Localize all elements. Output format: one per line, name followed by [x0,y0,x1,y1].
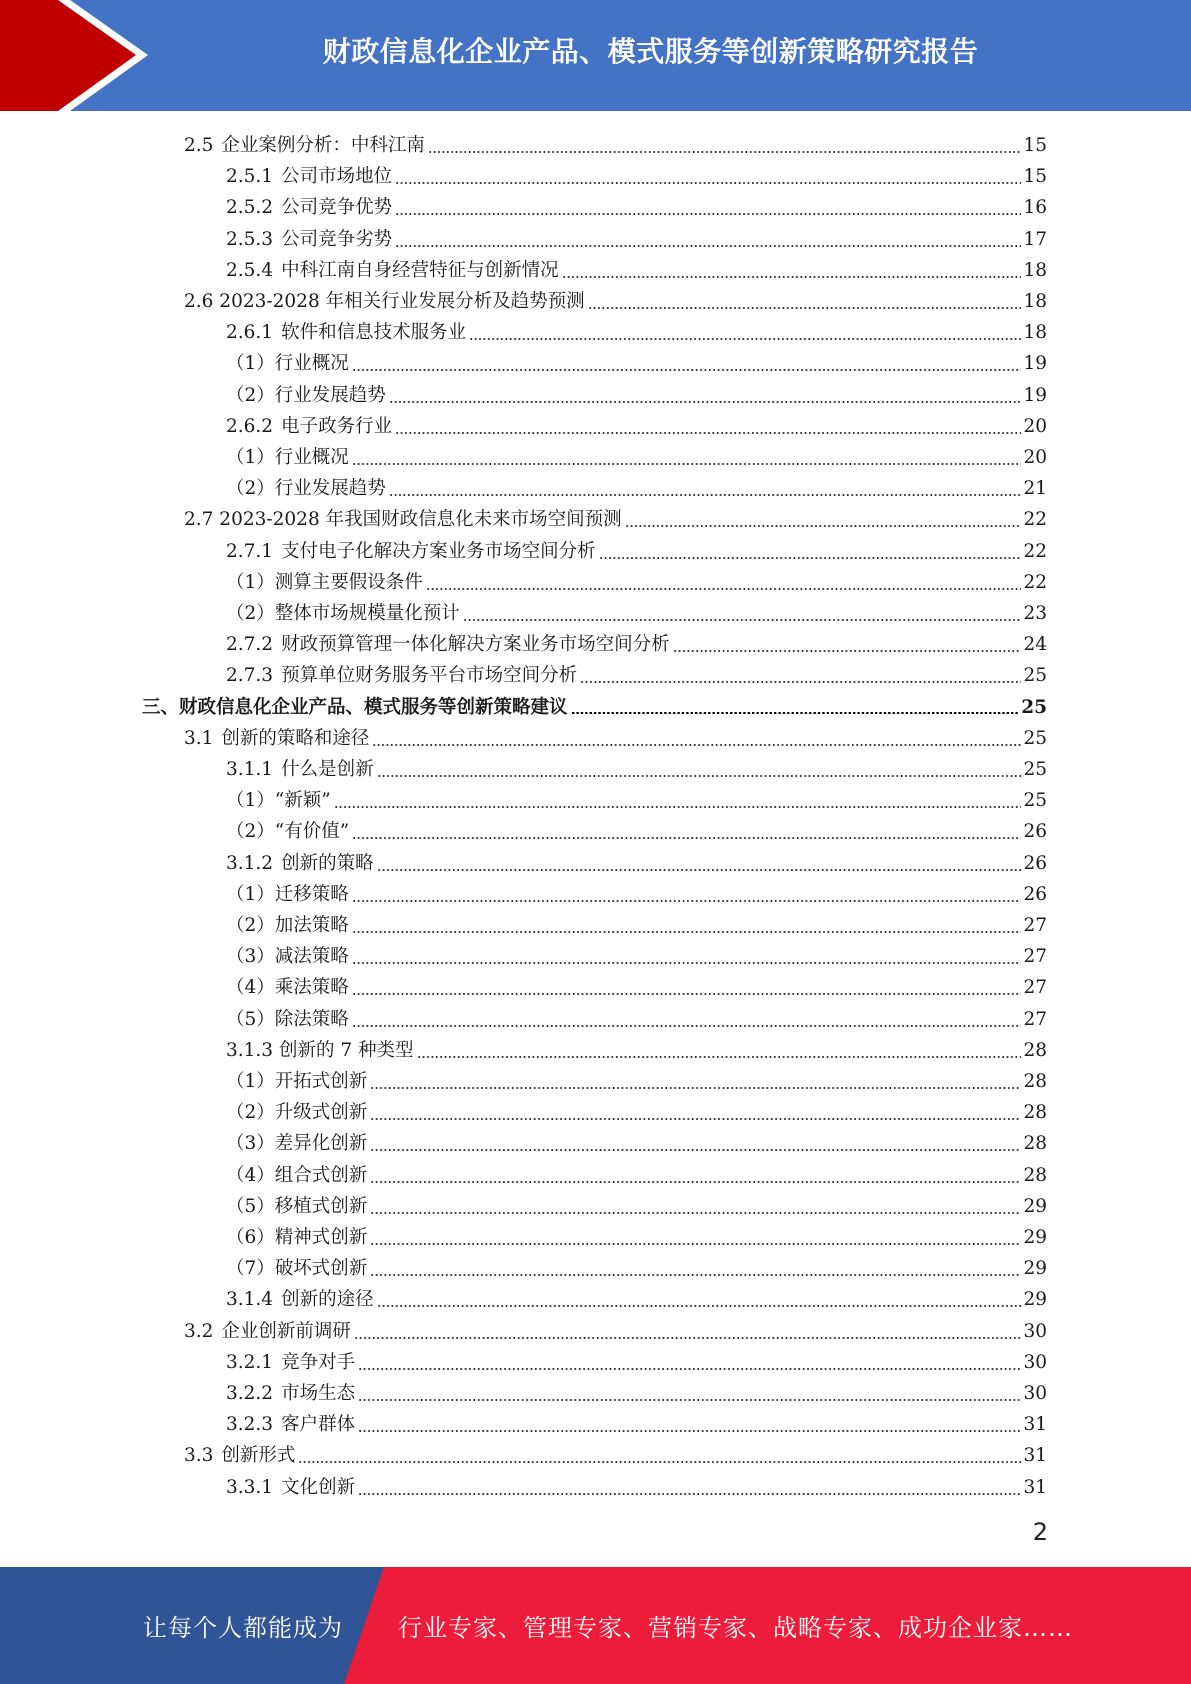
toc-entry-text: （1）行业概况 [226,353,349,375]
toc-entry-number: 3.1.1 [226,759,274,780]
toc-entry-page: 29 [1023,1258,1047,1280]
toc-entry-title [226,164,392,190]
toc-dot-leader [377,1305,1022,1307]
toc-entry-title [226,1475,355,1501]
toc-entry-number: 2.5.2 [226,197,274,219]
toc-entry-page: 28 [1023,1133,1047,1155]
toc-entry-text: （1）测算主要假设条件 [226,571,423,593]
toc-entry-page: 15 [1023,135,1047,156]
page-number: 2 [1032,1518,1048,1546]
toc-entry-text: 软件和信息技术服务业 [281,322,467,344]
toc-entry-text: （1）行业概况 [226,447,349,468]
toc-entry-text: 2.7 2023-2028 年我国财政信息化未来市场空间预测 [184,509,622,531]
toc-entry-page: 31 [1023,1445,1047,1467]
toc-entry-title [184,289,585,315]
toc-entry[interactable] [226,1282,1047,1313]
toc-dot-leader [372,744,1021,746]
toc-entry-text: 市场生态 [281,1383,356,1404]
toc-entry[interactable] [226,1345,1047,1376]
toc-entry-text: 企业创新前调研 [221,1320,351,1342]
toc-entry-title [226,476,386,502]
toc-entry-page: 27 [1023,977,1047,999]
toc-entry[interactable] [226,877,1047,908]
toc-entry[interactable] [226,627,1047,658]
toc-dot-leader [370,1087,1021,1089]
toc-entry-text: （4）组合式创新 [226,1164,368,1186]
toc-entry-title [184,1319,351,1345]
toc-entry-number: 2.7.3 [226,665,274,687]
toc-entry-page: 16 [1023,197,1047,219]
toc-entry[interactable] [226,1126,1047,1157]
toc-entry[interactable] [142,690,1047,721]
toc-entry-title [226,632,670,658]
toc-entry-page: 22 [1023,509,1047,531]
toc-dot-leader [395,182,1021,184]
toc-entry-text: 创新的途径 [281,1289,374,1311]
toc-entry-text: 竞争对手 [281,1351,356,1373]
toc-dot-leader [358,1368,1021,1370]
toc-entry[interactable] [226,534,1047,565]
toc-entry-page: 19 [1023,353,1047,375]
toc-entry[interactable] [184,721,1047,752]
toc-entry-text: （1）“新颖” [226,790,331,812]
toc-entry-title [226,851,374,877]
toc-entry-title [226,819,349,845]
toc-entry-title [226,227,392,253]
toc-dot-leader [370,1212,1021,1214]
toc-dot-leader [352,369,1022,371]
toc-entry-text: 预算单位财务服务平台市场空间分析 [281,665,578,687]
toc-entry-text: 创新形式 [221,1445,296,1467]
toc-entry-text: 3.1.3 创新的 7 种类型 [226,1039,414,1061]
toc-entry-text: （4）乘法策略 [226,977,349,999]
toc-entry-text: （2）行业发展趋势 [226,478,386,500]
toc-entry[interactable] [226,346,1047,377]
toc-entry[interactable] [184,1438,1047,1469]
toc-dot-leader [395,245,1021,247]
toc-entry-page: 28 [1023,1071,1047,1092]
toc-entry-text: （2）行业发展趋势 [226,384,386,406]
toc-entry-text: （5）除法策略 [226,1008,349,1030]
toc-entry-title [184,726,369,752]
toc-entry[interactable] [226,596,1047,627]
toc-entry-text: 创新的策略和途径 [221,727,370,749]
toc-entry-page: 17 [1023,228,1047,250]
toc-entry-text: （2）升级式创新 [226,1102,368,1124]
toc-entry-page: 15 [1023,166,1047,188]
toc-entry-number: 3.3.1 [226,1476,274,1498]
toc-entry-title [226,788,331,814]
toc-entry-text: （2）加法策略 [226,915,349,936]
toc-entry-text: 中科江南自身经营特征与创新情况 [281,259,559,281]
toc-entry-page: 20 [1023,415,1047,437]
toc-entry-title [184,1443,295,1469]
toc-entry-title [226,383,386,409]
toc-entry-page: 18 [1023,291,1047,312]
toc-entry-number: 2.5.1 [226,166,274,188]
toc-entry-page: 26 [1023,821,1047,843]
toc-entry-page: 29 [1023,1195,1047,1217]
toc-entry-page: 25 [1023,665,1047,687]
toc-entry-text: 什么是创新 [281,759,374,780]
toc-dot-leader [588,307,1022,309]
toc-entry-number: 3.2.2 [226,1383,274,1404]
toc-entry-title [226,913,349,939]
toc-entry-text: 创新的策略 [281,852,374,874]
toc-entry[interactable] [226,222,1047,253]
toc-entry[interactable] [226,1033,1047,1064]
toc-dot-leader [298,1461,1021,1463]
toc-dot-leader [417,1056,1022,1058]
toc-entry-number: 3.2.1 [226,1351,274,1373]
toc-entry-title [226,757,374,783]
toc-entry-text: （6）精神式创新 [226,1227,368,1248]
toc-entry-text: 2.6 2023-2028 年相关行业发展分析及趋势预测 [184,291,585,312]
toc-entry-number: 2.6.1 [226,322,274,344]
toc-entry-title [226,882,349,908]
toc-entry-page: 28 [1023,1164,1047,1186]
toc-dot-leader [395,213,1021,215]
footer-slogan-right: 行业专家、管理专家、营销专家、战略专家、成功企业家…… [398,1614,1073,1642]
toc-entry-text: （7）破坏式创新 [226,1258,368,1280]
toc-dot-leader [334,806,1022,808]
toc-entry[interactable] [226,970,1047,1001]
toc-entry[interactable] [226,253,1047,284]
toc-dot-leader [352,900,1022,902]
toc-entry-page: 25 [1021,696,1047,718]
toc-entry-page: 28 [1023,1102,1047,1124]
toc-entry-number: 2.7.1 [226,540,274,562]
toc-entry[interactable] [226,1376,1047,1407]
toc-dot-leader [625,525,1022,527]
toc-entry[interactable] [226,1470,1047,1501]
toc-entry-page: 27 [1023,915,1047,936]
toc-entry-text: 企业案例分析：中科江南 [221,135,425,156]
toc-dot-leader [377,869,1022,871]
toc-entry[interactable] [226,159,1047,190]
toc-entry[interactable] [226,1220,1047,1251]
toc-entry-text: 支付电子化解决方案业务市场空间分析 [281,540,596,562]
toc-entry-page: 27 [1023,1008,1047,1030]
toc-dot-leader [352,1025,1022,1027]
toc-entry-title [226,663,577,689]
toc-entry-number: 2.5.3 [226,228,274,250]
toc-entry-text: （3）差异化创新 [226,1133,368,1155]
toc-dot-leader [395,432,1021,434]
toc-dot-leader [377,775,1022,777]
toc-dot-leader [370,1149,1021,1151]
toc-entry[interactable] [226,1407,1047,1438]
toc-entry-page: 27 [1023,946,1047,968]
toc-entry-title [226,1412,355,1438]
toc-entry-number: 3.2.3 [226,1414,274,1436]
toc-dot-leader [370,1243,1021,1245]
toc-entry-title [226,1225,367,1251]
toc-entry[interactable] [226,409,1047,440]
toc-entry[interactable] [226,315,1047,346]
toc-entry-title [226,1100,367,1126]
toc-entry-text: （2）整体市场规模量化预计 [226,603,460,624]
toc-entry-text: （5）移植式创新 [226,1195,368,1217]
toc-entry-title [226,1007,349,1033]
toc-entry-number: 3.2 [184,1320,214,1342]
toc-entry-page: 29 [1023,1227,1047,1248]
toc-entry-title [226,320,466,346]
toc-entry-title [226,445,349,471]
toc-entry[interactable] [184,502,1047,533]
toc-dot-leader [580,681,1021,683]
toc-entry[interactable] [184,128,1047,159]
toc-entry[interactable] [226,846,1047,877]
toc-entry[interactable] [226,1002,1047,1033]
toc-entry-title [226,539,596,565]
red-chevron-icon [0,0,160,111]
toc-entry-title [226,601,460,627]
toc-entry-page: 31 [1023,1414,1047,1436]
toc-dot-leader [352,931,1022,933]
toc-entry-title [226,1381,355,1407]
toc-dot-leader [352,993,1022,995]
toc-entry[interactable] [226,565,1047,596]
toc-entry-text: 文化创新 [281,1476,356,1498]
toc-entry-text: （3）减法策略 [226,946,349,968]
toc-entry-page: 30 [1023,1351,1047,1373]
toc-dot-leader [352,463,1022,465]
toc-entry-text: 财政预算管理一体化解决方案业务市场空间分析 [281,634,670,656]
toc-dot-leader [571,712,1020,715]
toc-entry-page: 26 [1023,852,1047,874]
toc-entry-title [226,1038,414,1064]
toc-entry[interactable] [226,1189,1047,1220]
toc-entry-page: 23 [1023,603,1047,624]
toc-entry-title [226,944,349,970]
toc-dot-leader [428,151,1022,153]
toc-dot-leader [358,1399,1021,1401]
toc-dot-leader [389,401,1022,403]
toc-entry-text: 公司市场地位 [281,166,393,188]
toc-entry[interactable] [226,1064,1047,1095]
toc-entry-page: 22 [1023,540,1047,562]
toc-entry-title [226,570,423,596]
toc-entry-title [226,1069,367,1095]
toc-entry-title [226,1131,367,1157]
toc-dot-leader [358,1493,1021,1495]
toc-dot-leader [463,619,1022,621]
toc-entry[interactable] [226,908,1047,939]
toc-entry-page: 25 [1023,790,1047,812]
toc-entry-text: 电子政务行业 [281,415,393,437]
toc-dot-leader [370,1118,1021,1120]
toc-entry-page: 19 [1023,384,1047,406]
toc-dot-leader [562,276,1022,278]
toc-entry-page: 18 [1023,259,1047,281]
footer-banner [0,1567,1191,1684]
toc-dot-leader [358,1430,1021,1432]
toc-dot-leader [370,1274,1021,1276]
toc-entry-number: 2.7.2 [226,634,274,656]
toc-entry[interactable] [226,1095,1047,1126]
toc-entry-number: 2.6.2 [226,415,274,437]
toc-entry-page: 28 [1023,1039,1047,1061]
toc-entry-title [226,258,559,284]
toc-entry[interactable] [226,658,1047,689]
toc-entry[interactable] [226,190,1047,221]
toc-entry-page: 29 [1023,1289,1047,1311]
toc-entry[interactable] [226,814,1047,845]
toc-dot-leader [370,1181,1021,1183]
toc-dot-leader [352,837,1021,839]
toc-entry-page: 25 [1023,727,1047,749]
toc-entry-number: 3.3 [184,1445,214,1467]
header-banner [0,0,1191,111]
toc-entry-page: 18 [1023,322,1047,344]
toc-entry-number: 3.1.2 [226,852,274,874]
toc-entry-number: 2.5 [184,135,214,156]
toc-dot-leader [673,650,1022,652]
toc-entry-title [226,1256,367,1282]
toc-entry-page: 25 [1023,759,1047,780]
toc-entry-title [226,1194,367,1220]
toc-dot-leader [599,557,1022,559]
toc-dot-leader [426,588,1022,590]
toc-dot-leader [352,962,1022,964]
toc-entry-number: 3.1.4 [226,1289,274,1311]
toc-entry-text: （2）“有价值” [226,821,350,843]
toc-dot-leader [389,494,1022,496]
toc-entry[interactable] [226,783,1047,814]
toc-entry[interactable] [184,1314,1047,1345]
toc-entry[interactable] [184,284,1047,315]
toc-entry-page: 26 [1023,883,1047,905]
toc-entry-page: 30 [1023,1383,1047,1404]
toc-entry-page: 22 [1023,571,1047,593]
toc-entry[interactable] [226,440,1047,471]
toc-entry-title [226,1163,367,1189]
toc-entry-text: 三、财政信息化企业产品、模式服务等创新策略建议 [142,696,568,718]
toc-entry[interactable] [226,1158,1047,1189]
toc-entry-number: 3.1 [184,727,214,749]
toc-entry-title [142,695,568,721]
toc-entry[interactable] [226,939,1047,970]
toc-entry[interactable] [226,752,1047,783]
toc-entry-text: 公司竞争优势 [281,197,393,219]
toc-entry-title [226,975,349,1001]
toc-entry-text: 公司竞争劣势 [281,228,393,250]
toc-entry-page: 20 [1023,447,1047,468]
toc-entry[interactable] [226,471,1047,502]
toc-entry-page: 30 [1023,1320,1047,1342]
toc-entry-title [184,133,425,159]
toc-entry-title [226,1287,374,1313]
toc-entry-title [226,414,392,440]
toc-entry-title [226,195,392,221]
document-title: 财政信息化企业产品、模式服务等创新策略研究报告 [322,35,979,68]
toc-entry-page: 21 [1023,478,1047,500]
toc-entry-text: 客户群体 [281,1414,356,1436]
toc-entry-title [226,1350,355,1376]
toc-dot-leader [354,1337,1022,1339]
toc-entry-page: 31 [1023,1476,1047,1498]
toc-entry-title [184,507,622,533]
toc-dot-leader [469,338,1021,340]
toc-entry[interactable] [226,1251,1047,1282]
toc-entry-text: （1）迁移策略 [226,883,349,905]
toc-entry-number: 2.5.4 [226,259,274,281]
toc-entry-page: 24 [1023,634,1047,656]
toc-entry-title [226,351,349,377]
toc-entry-text: （1）开拓式创新 [226,1071,368,1092]
footer-slogan-left: 让每个人都能成为 [143,1614,343,1642]
toc-entry[interactable] [226,378,1047,409]
